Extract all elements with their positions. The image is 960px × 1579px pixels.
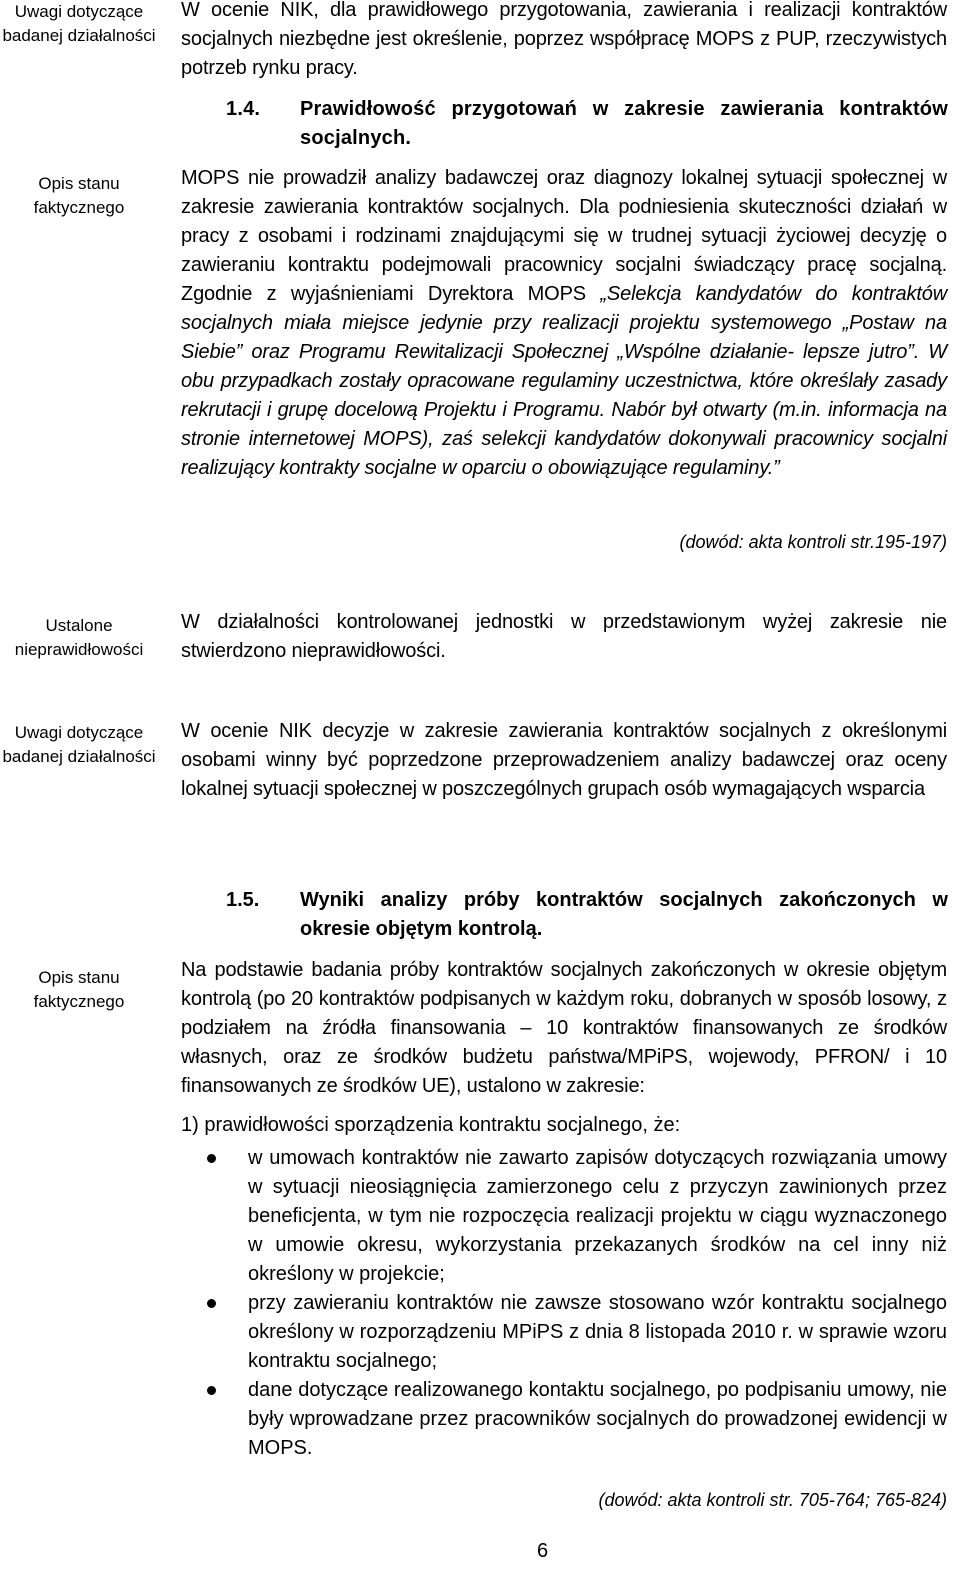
- margin-label-uwagi-2: Uwagi dotyczące badanej działalności: [2, 723, 156, 766]
- list-item: [181, 1144, 947, 1289]
- list-item-text: w umowach kontraktów nie zawarto zapisów dotyczących rozwiązania umowy w sytuacji nieosiągnięcia zamierzonego celu z przyczyn zawinionych przez beneficjenta, w tym nie rozpoczęcia realizacji projektu w ciągu wyznaczonego w umowie okresu, wykorzystania przekazanych środków na cel inny niż określony w projekcie;: [248, 1147, 947, 1285]
- section-title: Wyniki analizy próby kontraktów socjalnych zakończonych w okresie objętym kontrolą.: [300, 889, 948, 940]
- page-number: 6: [536, 1540, 549, 1562]
- section-title: Prawidłowość przygotowań w zakresie zawierania kontraktów socjalnych.: [300, 98, 948, 149]
- section-1-5-paragraph: Na podstawie badania próby kontraktów socjalnych zakończonych w okresie objętym kontrolą (po 20 kontraktów podpisanych w każdym roku, dobranych w sposób losowy, z podziałem na źródła finansowania – 10 kontraktów finansowanych ze środków własnych, oraz ze środków budżetu państwa/MPiPS, wojewody, PFRON/ i 10 finansowanych ze środków UE), ustalono w zakresie:: [181, 959, 947, 1097]
- margin-label-opis: Opis stanu faktycznego: [33, 174, 125, 217]
- top-paragraph: W ocenie NIK, dla prawidłowego przygotowania, zawierania i realizacji kontraktów socjalnych niezbędne jest określenie, poprzez współpracę MOPS z PUP, rzeczywistych potrzeb rynku pracy.: [181, 0, 947, 79]
- bullet-icon: [181, 1376, 248, 1463]
- list-item-text: dane dotyczące realizowanego kontaktu socjalnego, po podpisaniu umowy, nie były wprowadzane przez pracowników socjalnych do prowadzonej ewidencji w MOPS.: [248, 1379, 947, 1459]
- section-heading-1-4: [226, 95, 948, 153]
- findings-list: [181, 1111, 947, 1463]
- quoted-explanation: „Selekcja kandydatów do kontraktów socjalnych miała miejsce jedynie przy realizacji projektu systemowego „Postaw na Siebie” oraz Programu Rewitalizacji Społecznej „Wspólne działanie- lepsze jutro”. W obu przypadkach zostały opracowane regulaminy uczestnictwa, które określały zasady rekrutacji i grupę docelową Projektu i Programu. Nabór był otwarty (m.in. informacja na stronie internetowej MOPS), zaś selekcji kandydatów dokonywali pracownicy socjalni realizujący kontrakty socjalne w oparciu o obowiązujące regulaminy.”: [181, 283, 947, 479]
- list-item-text: przy zawieraniu kontraktów nie zawsze stosowano wzór kontraktu socjalnego określony w rozporządzeniu MPiPS z dnia 8 listopada 2010 r. w sprawie wzoru kontraktu socjalnego;: [248, 1292, 947, 1372]
- list-item: [181, 1376, 947, 1463]
- paragraph-text: MOPS nie prowadził analizy badawczej oraz diagnozy lokalnej sytuacji społecznej w zakresie zawierania kontraktów socjalnych. Dla podniesienia skuteczności działań w pracy z osobami i rodzinami znajdującymi się w trudnej sytuacji życiowej decyzję o zawieraniu kontraktu podejmowali pracownicy socjalni świadczący pracę socjalną. Zgodnie z wyjaśnieniami Dyrektora MOPS: [181, 167, 947, 305]
- list-item: [181, 1289, 947, 1376]
- uwagi-text: W ocenie NIK decyzje w zakresie zawierania kontraktów socjalnych z określonymi osobami winny być poprzedzone przeprowadzeniem analizy badawczej oraz oceny lokalnej sytuacji społecznej w poszczególnych grupach osób wymagających wsparcia: [181, 720, 947, 800]
- list-intro: 1) prawidłowości sporządzenia kontraktu socjalnego, że:: [181, 1114, 681, 1136]
- evidence-reference: (dowód: akta kontroli str.195-197): [679, 532, 947, 552]
- evidence-reference: (dowód: akta kontroli str. 705-764; 765-824): [598, 1490, 947, 1510]
- section-heading-1-5: [226, 886, 948, 944]
- margin-label-opis-2: Opis stanu faktycznego: [33, 968, 125, 1011]
- margin-label-uwagi: Uwagi dotyczące badanej działalności: [2, 2, 156, 45]
- bullet-icon: [181, 1289, 248, 1376]
- section-number: 1.5.: [226, 889, 260, 911]
- ustalone-text: W działalności kontrolowanej jednostki w przedstawionym wyżej zakresie nie stwierdzono nieprawidłowości.: [181, 611, 947, 662]
- bullet-icon: [181, 1144, 248, 1289]
- section-1-4-paragraph: [181, 164, 947, 483]
- margin-label-ustalone: Ustalone nieprawidłowości: [14, 616, 144, 659]
- section-number: 1.4.: [226, 98, 261, 120]
